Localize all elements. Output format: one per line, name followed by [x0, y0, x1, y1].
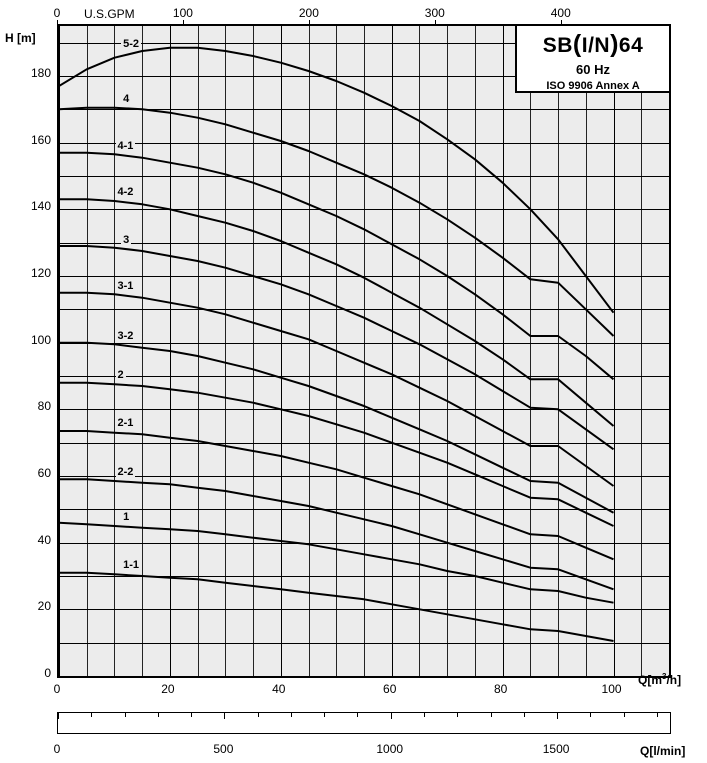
top-tick-mark — [57, 20, 58, 25]
lpm-tick-mark — [457, 713, 458, 717]
y-tick-label: 140 — [30, 199, 51, 214]
top-tick-label: 200 — [298, 6, 319, 20]
top-tick-mark — [435, 20, 436, 25]
curve-4-2 — [59, 199, 614, 426]
x-tick-label: 40 — [272, 682, 286, 696]
curve-label-2-1: 2-1 — [117, 417, 134, 430]
curve-label-4-2: 4-2 — [117, 186, 134, 199]
curve-label-1-1: 1-1 — [123, 559, 139, 572]
x-tick-label: 20 — [161, 682, 175, 696]
top-tick-label: 0 — [53, 6, 61, 20]
curve-label-1: 1 — [123, 511, 130, 523]
y-tick-label: 0 — [44, 666, 51, 680]
lpm-tick-mark — [524, 713, 525, 717]
lpm-tick-mark — [590, 713, 591, 717]
grid-hline — [59, 676, 669, 677]
y-tick-label: 180 — [30, 66, 51, 80]
top-tick-label: 400 — [550, 6, 571, 20]
lpm-axis-bar — [57, 712, 671, 734]
x-tick-label: 0 — [53, 682, 61, 696]
x-tick-label: 100 — [601, 682, 622, 696]
x-tick-label: 60 — [383, 682, 397, 696]
curve-lines — [59, 26, 669, 676]
lpm-tick-mark — [125, 713, 126, 717]
x-axis-title: $Q[m^3/h]$ — [638, 672, 682, 687]
lpm-tick-mark — [158, 713, 159, 717]
lpm-tick-mark — [291, 713, 292, 717]
lpm-tick-mark — [258, 713, 259, 717]
lpm-tick-mark — [224, 713, 225, 719]
y-tick-label: 80 — [37, 399, 51, 414]
curve-3-2 — [59, 343, 614, 513]
curve-3-1 — [59, 293, 614, 486]
model-note-block — [515, 26, 669, 93]
curve-4 — [59, 108, 614, 336]
curve-label-5-2: 5-2 — [123, 37, 139, 50]
lpm-tick-label: 1000 — [376, 742, 404, 756]
top-tick-mark — [309, 20, 310, 25]
top-tick-label: 300 — [424, 6, 445, 20]
curve-label-4: 4 — [123, 92, 130, 105]
lpm-tick-mark — [58, 713, 59, 719]
curve-1-1 — [59, 573, 614, 641]
lpm-tick-mark — [91, 713, 92, 717]
lpm-tick-mark — [191, 713, 192, 717]
lpm-tick-label: 500 — [213, 742, 234, 756]
lpm-tick-mark — [624, 713, 625, 717]
curve-label-3-1: 3-1 — [117, 279, 134, 292]
lpm-tick-mark — [491, 713, 492, 717]
plot-area — [57, 24, 671, 678]
curve-2-1 — [59, 431, 614, 559]
y-tick-label: 40 — [37, 532, 51, 547]
lpm-tick-mark — [424, 713, 425, 717]
standard-label: ISO 9906 Annex A — [546, 80, 640, 92]
lpm-tick-mark — [324, 713, 325, 717]
y-tick-label: 100 — [30, 332, 51, 347]
curve-label-3: 3 — [123, 233, 130, 246]
lpm-tick-mark — [357, 713, 358, 717]
curve-4-1 — [59, 153, 614, 380]
y-tick-label: 120 — [30, 266, 51, 280]
y-axis-title: H [m] — [5, 31, 36, 45]
top-axis-label: U.S.GPM — [84, 7, 135, 21]
lpm-tick-mark — [657, 713, 658, 717]
y-tick-label: 60 — [37, 466, 51, 480]
top-tick-mark — [561, 20, 562, 25]
curve-label-2: 2 — [117, 369, 124, 381]
curve-label-3-2: 3-2 — [117, 329, 134, 342]
lpm-tick-label: 1500 — [542, 742, 570, 756]
top-tick-mark — [183, 20, 184, 25]
curve-label-4-1: 4-1 — [117, 139, 134, 152]
y-tick-label: 20 — [37, 599, 51, 614]
grid-vline — [669, 26, 670, 676]
y-tick-label: 160 — [30, 132, 51, 147]
curve-2 — [59, 383, 614, 526]
model-title: SB(I/N)64 — [542, 30, 644, 58]
lpm-tick-mark — [391, 713, 392, 719]
lpm-axis-title: Q[l/min] — [640, 744, 686, 758]
lpm-tick-mark — [557, 713, 558, 719]
x-tick-label: 80 — [493, 682, 508, 696]
top-tick-label: 100 — [172, 6, 193, 20]
frequency-label: 60 Hz — [576, 62, 610, 77]
lpm-tick-label: 0 — [53, 742, 61, 756]
curve-label-2-2: 2-2 — [117, 465, 134, 478]
